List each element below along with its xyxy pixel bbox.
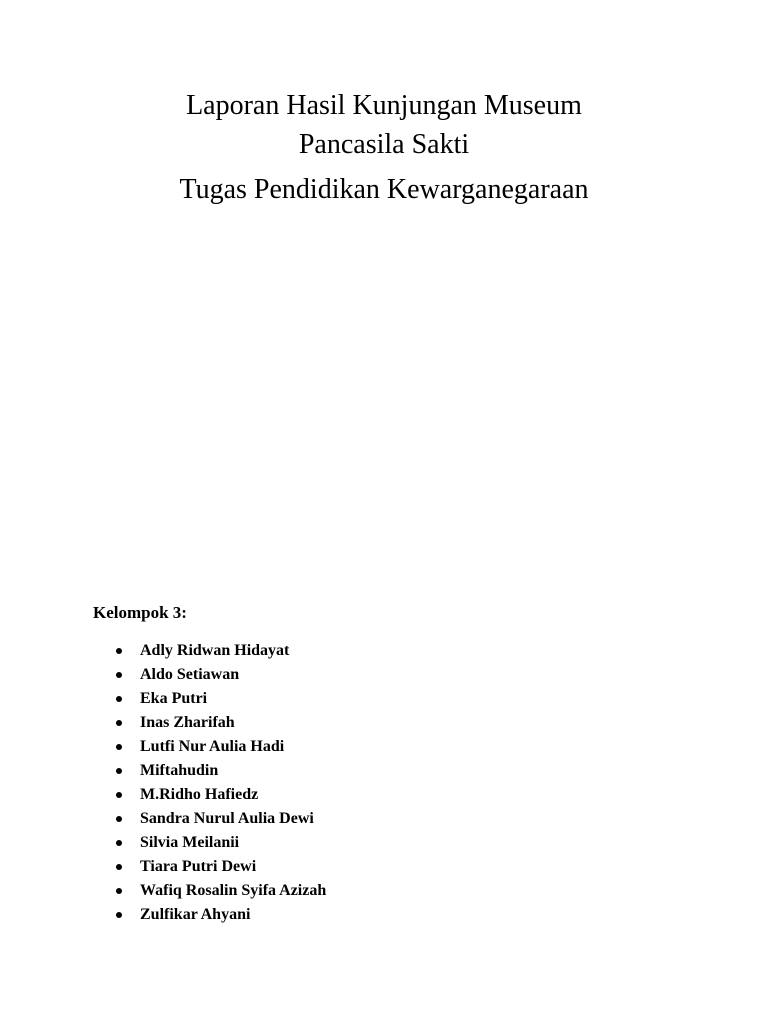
bullet-icon — [116, 888, 122, 894]
member-name: Sandra Nurul Aulia Dewi — [140, 810, 314, 827]
title-block — [0, 86, 768, 209]
member-name: Miftahudin — [140, 762, 219, 779]
document-title-line-2: Pancasila Sakti — [298, 129, 470, 160]
bullet-icon — [116, 864, 122, 870]
document-title-line-1: Laporan Hasil Kunjungan Museum — [186, 90, 582, 121]
bullet-icon — [116, 816, 122, 822]
bullet-icon — [116, 672, 122, 678]
bullet-icon — [116, 720, 122, 726]
member-name: Silvia Meilanii — [140, 834, 240, 851]
bullet-icon — [116, 696, 122, 702]
member-name: Eka Putri — [140, 690, 208, 707]
bullet-icon — [116, 744, 122, 750]
document-subtitle: Tugas Pendidikan Kewarganegaraan — [179, 174, 589, 205]
bullet-icon — [116, 768, 122, 774]
bullet-icon — [116, 648, 122, 654]
member-name: Aldo Setiawan — [140, 666, 240, 683]
member-name: Wafiq Rosalin Syifa Azizah — [140, 882, 327, 899]
bullet-icon — [116, 840, 122, 846]
member-name: Inas Zharifah — [140, 714, 235, 731]
member-name: Adly Ridwan Hidayat — [140, 642, 290, 659]
member-name: M.Ridho Hafiedz — [140, 786, 259, 803]
bullet-icon — [116, 792, 122, 798]
member-name: Lutfi Nur Aulia Hadi — [140, 738, 285, 755]
bullet-icon — [116, 912, 122, 918]
group-label: Kelompok 3: — [93, 603, 187, 622]
member-name: Tiara Putri Dewi — [140, 858, 257, 875]
member-name: Zulfikar Ahyani — [140, 906, 251, 923]
